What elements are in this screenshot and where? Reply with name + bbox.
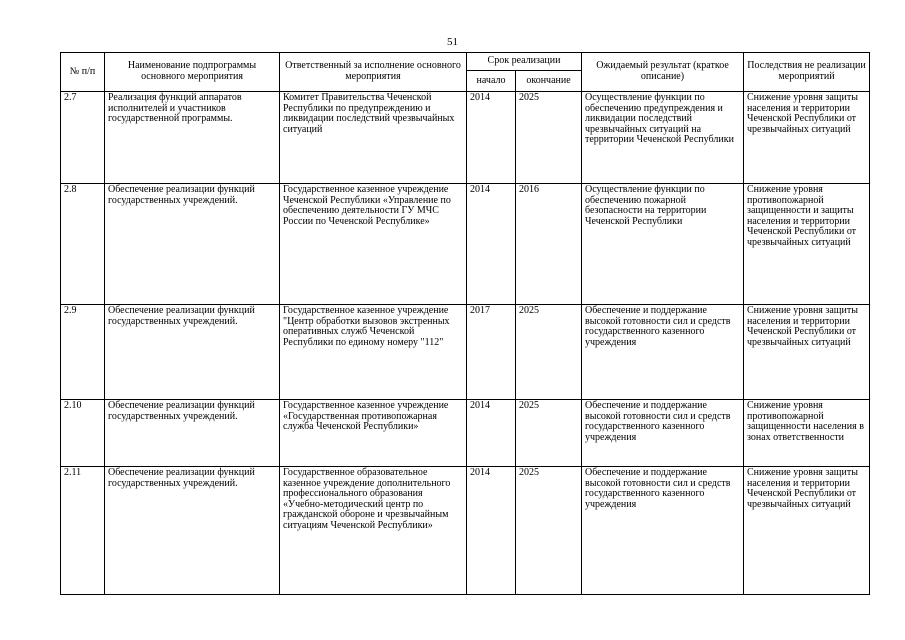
row-end: 2025 <box>516 400 582 467</box>
header-consequences: Последствия не реализации мероприятий <box>744 53 870 92</box>
header-period: Срок реализации <box>467 53 582 71</box>
row-start: 2014 <box>467 184 516 305</box>
header-end: окончание <box>516 71 582 92</box>
row-start: 2014 <box>467 92 516 184</box>
table-row <box>61 184 870 305</box>
header-start: начало <box>467 71 516 92</box>
table-row <box>61 305 870 400</box>
row-start: 2014 <box>467 400 516 467</box>
row-result: Осуществление функции по обеспечению предупреждения и ликвидации последствий чрезвычайных ситуаций на территории Чеченской Республики <box>582 92 744 184</box>
row-name: Обеспечение реализации функций государственных учреждений. <box>105 400 280 467</box>
page-number: 51 <box>447 36 458 48</box>
table-row <box>61 400 870 467</box>
measures-table <box>60 52 870 595</box>
row-consequences: Снижение уровня противопожарной защищенности и защиты населения и территории Чеченской Республики от чрезвычайных ситуаций <box>744 184 870 305</box>
row-end: 2025 <box>516 305 582 400</box>
row-end: 2025 <box>516 467 582 595</box>
header-responsible: Ответственный за исполнение основного мероприятия <box>280 53 467 92</box>
row-num: 2.11 <box>61 467 105 595</box>
row-responsible: Государственное казенное учреждение "Центр обработки вызовов экстренных оперативных служб Чеченской Республики по единому номеру "112" <box>280 305 467 400</box>
row-num: 2.8 <box>61 184 105 305</box>
header-num: № п/п <box>61 53 105 92</box>
row-consequences: Снижение уровня защиты населения и территории Чеченской Республики от чрезвычайных ситуаций <box>744 467 870 595</box>
table-row <box>61 92 870 184</box>
row-end: 2025 <box>516 92 582 184</box>
row-result: Обеспечение и поддержание высокой готовности сил и средств государственного казенного учреждения <box>582 305 744 400</box>
row-name: Реализация функций аппаратов исполнителей и участников государственной программы. <box>105 92 280 184</box>
row-num: 2.9 <box>61 305 105 400</box>
row-consequences: Снижение уровня защиты населения и территории Чеченской Республики от чрезвычайных ситуаций <box>744 92 870 184</box>
row-responsible: Комитет Правительства Чеченской Республики по предупреждению и ликвидации последствий чрезвычайных ситуаций <box>280 92 467 184</box>
row-consequences: Снижение уровня защиты населения и территории Чеченской Республики от чрезвычайных ситуаций <box>744 305 870 400</box>
row-end: 2016 <box>516 184 582 305</box>
header-name: Наименование подпрограммы основного мероприятия <box>105 53 280 92</box>
row-start: 2017 <box>467 305 516 400</box>
row-name: Обеспечение реализации функций государственных учреждений. <box>105 467 280 595</box>
row-name: Обеспечение реализации функций государственных учреждений. <box>105 184 280 305</box>
row-responsible: Государственное казенное учреждение «Государственная противопожарная служба Чеченской Республики» <box>280 400 467 467</box>
row-num: 2.10 <box>61 400 105 467</box>
row-start: 2014 <box>467 467 516 595</box>
row-result: Обеспечение и поддержание высокой готовности сил и средств государственного казенного учреждения <box>582 467 744 595</box>
row-name: Обеспечение реализации функций государственных учреждений. <box>105 305 280 400</box>
row-result: Осуществление функции по обеспечению пожарной безопасности на территории Чеченской Республики <box>582 184 744 305</box>
table-row <box>61 467 870 595</box>
row-consequences: Снижение уровня противопожарной защищенности населения в зонах ответственности <box>744 400 870 467</box>
row-result: Обеспечение и поддержание высокой готовности сил и средств государственного казенного учреждения <box>582 400 744 467</box>
row-num: 2.7 <box>61 92 105 184</box>
row-responsible: Государственное образовательное казенное учреждение дополнительного профессионального образования «Учебно-методический центр по гражданской обороне и чрезвычайным ситуациям Чеченской Республики» <box>280 467 467 595</box>
header-result: Ожидаемый результат (краткое описание) <box>582 53 744 92</box>
row-responsible: Государственное казенное учреждение Чеченской Республики «Управление по обеспечению деятельности ГУ МЧС России по Чеченской Республике» <box>280 184 467 305</box>
